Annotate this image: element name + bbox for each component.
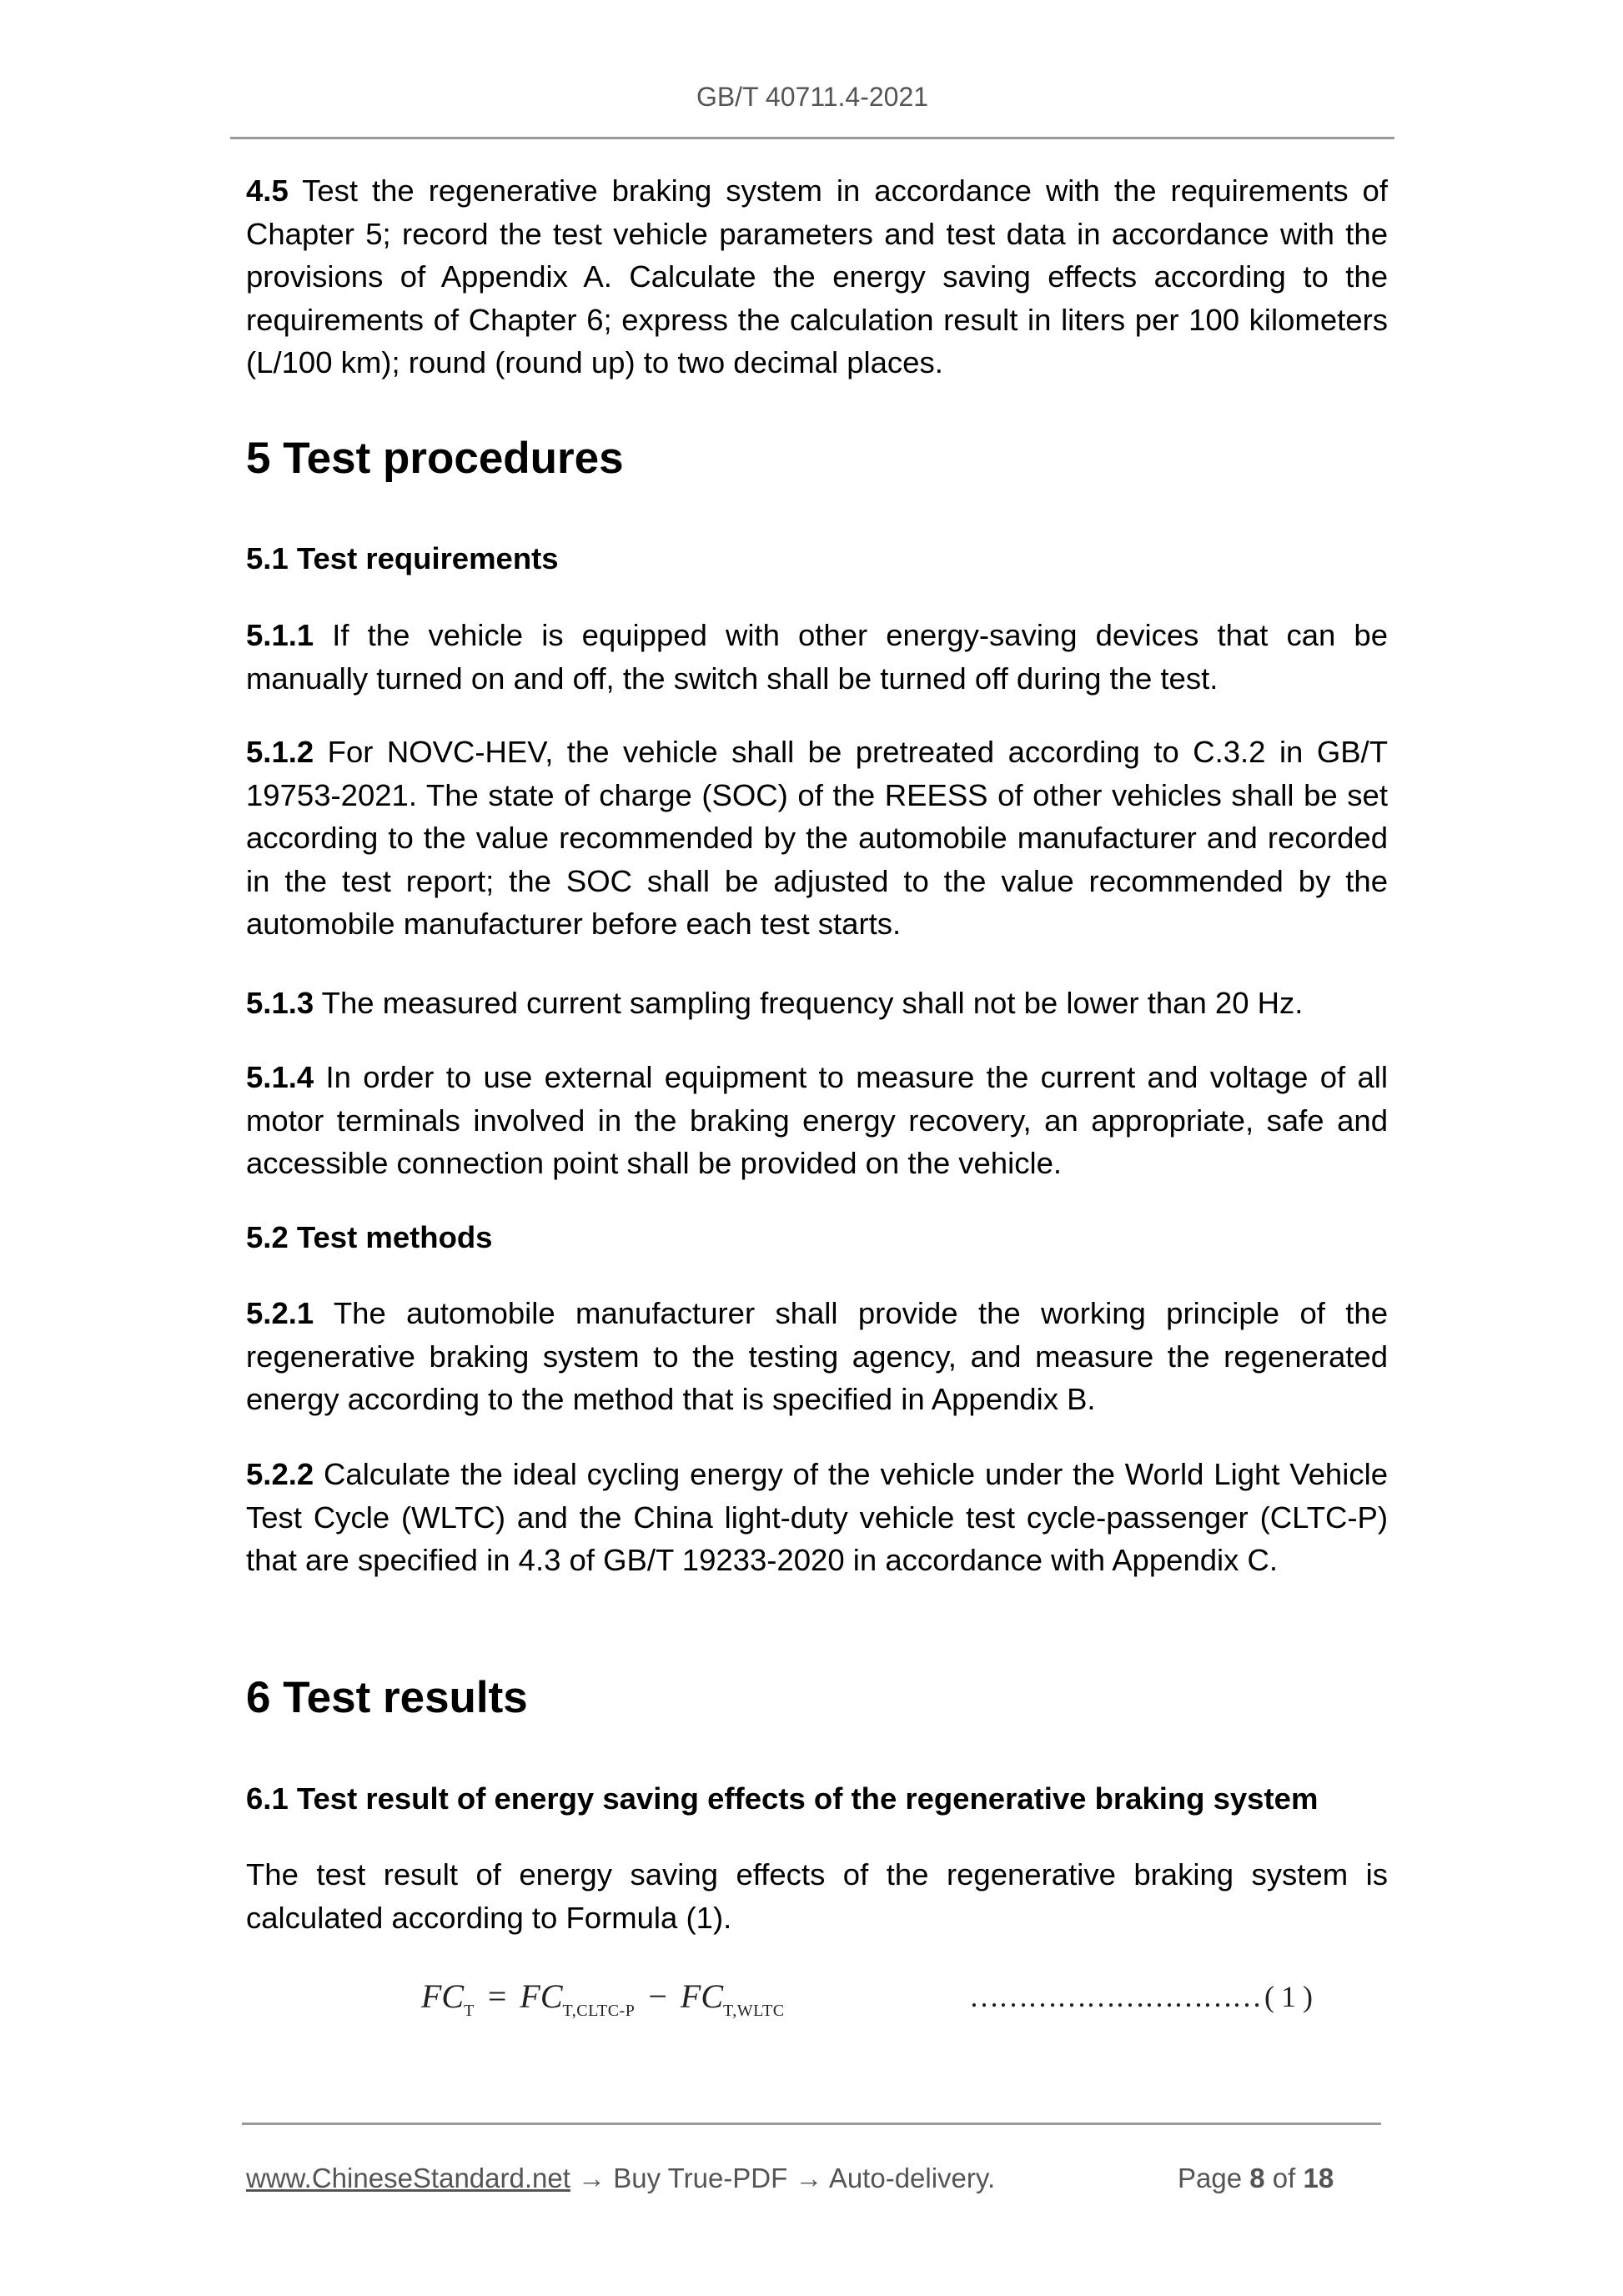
- section-heading-6: 6 Test results: [246, 1673, 528, 1722]
- clause-number: 4.5: [246, 173, 289, 208]
- page-indicator: [1178, 2162, 1334, 2195]
- clause-4-5: [246, 169, 1388, 384]
- header-divider: [230, 137, 1394, 139]
- clause-text: The measured current sampling frequency shall not be lower than 20 Hz.: [314, 986, 1304, 1020]
- clause-text: The automobile manufacturer shall provide the working principle of the regenerative braking system to the testing agency, and measure the regenerated energy according to the method that is specified in Appendix B.: [246, 1296, 1388, 1416]
- formula-lhs-symbol: FC: [421, 1977, 465, 2015]
- running-header: [230, 80, 1394, 113]
- clause-6-1-text: The test result of energy saving effects of the regenerative braking system is calculated according to Formula (1).: [246, 1857, 1388, 1935]
- clause-5-1-2: [246, 731, 1388, 946]
- page-total-number: 18: [1303, 2163, 1334, 2193]
- formula-term2-symbol: FC: [680, 1977, 724, 2015]
- clause-5-1-1: [246, 614, 1388, 700]
- formula-term1-subscript: T,CLTC-P: [562, 2002, 636, 2020]
- formula-number: [969, 1975, 1319, 2018]
- website-link[interactable]: www.ChineseStandard.net: [246, 2163, 570, 2193]
- footer-divider: [242, 2123, 1381, 2125]
- formula-leader-dots: …………………………: [969, 1980, 1261, 2013]
- clause-number: 5.1.4: [246, 1060, 314, 1094]
- clause-number: 5.1.1: [246, 618, 314, 652]
- footer-promo-text: → Buy True-PDF → Auto-delivery.: [570, 2163, 996, 2193]
- clause-5-2-2: [246, 1453, 1388, 1582]
- formula-term2-subscript: T,WLTC: [723, 2002, 785, 2020]
- clause-number: 5.1.3: [246, 986, 314, 1020]
- clause-5-1-4: [246, 1056, 1388, 1185]
- clause-text: If the vehicle is equipped with other energy-saving devices that can be manually turned on and off, the switch shall be turned off during the test.: [246, 618, 1388, 696]
- page-current-number: 8: [1249, 2163, 1265, 2193]
- subsection-heading-6-1: 6.1 Test result of energy saving effects of the regenerative braking system: [246, 1781, 1319, 1816]
- formula-lhs-subscript: T: [464, 2002, 475, 2020]
- page-label: Page: [1178, 2163, 1250, 2193]
- clause-5-2-1: [246, 1292, 1388, 1421]
- page-footer: [246, 2162, 1372, 2195]
- clause-text: In order to use external equipment to measure the current and voltage of all motor terminals involved in the braking energy recovery, an appropriate, safe and accessible connection point shall be provided on the vehicle.: [246, 1060, 1388, 1180]
- clause-5-1-3: [246, 982, 1388, 1025]
- page-of-label: of: [1264, 2163, 1304, 2193]
- clause-text: Calculate the ideal cycling energy of the vehicle under the World Light Vehicle Test Cycle (WLTC) and the China light-duty vehicle test cycle-passenger (CLTC-P) that are specified in 4.3 of GB/T 19233-2020 in accordance with Appendix C.: [246, 1457, 1388, 1577]
- clause-number: 5.2.1: [246, 1296, 314, 1330]
- formula-equals: =: [487, 1977, 507, 2015]
- formula-term1-symbol: FC: [520, 1977, 563, 2015]
- clause-number: 5.1.2: [246, 735, 314, 769]
- section-heading-5: 5 Test procedures: [246, 434, 624, 483]
- formula-minus: −: [648, 1977, 667, 2015]
- document-code: GB/T 40711.4-2021: [696, 82, 929, 112]
- clause-text: Test the regenerative braking system in accordance with the requirements of Chapter 5; record the test vehicle parameters and test data in accordance with the provisions of Appendix A. Calculate the energy saving effects according to the requirements of Chapter 6; express the calculation result in liters per 100 kilometers (L/100 km); round (round up) to two decimal places.: [246, 173, 1388, 379]
- clause-text: For NOVC-HEV, the vehicle shall be pretreated according to C.3.2 in GB/T 19753-2021. The state of charge (SOC) of the REESS of other vehicles shall be set according to the value recommended by the automobile manufacturer and recorded in the test report; the SOC shall be adjusted to the value recommended by the automobile manufacturer before each test starts.: [246, 735, 1388, 941]
- formula-equation-number: (1): [1264, 1980, 1319, 2013]
- subsection-heading-5-1: 5.1 Test requirements: [246, 541, 559, 575]
- formula-1: [421, 1975, 785, 2032]
- clause-number: 5.2.2: [246, 1457, 314, 1491]
- subsection-heading-5-2: 5.2 Test methods: [246, 1220, 493, 1254]
